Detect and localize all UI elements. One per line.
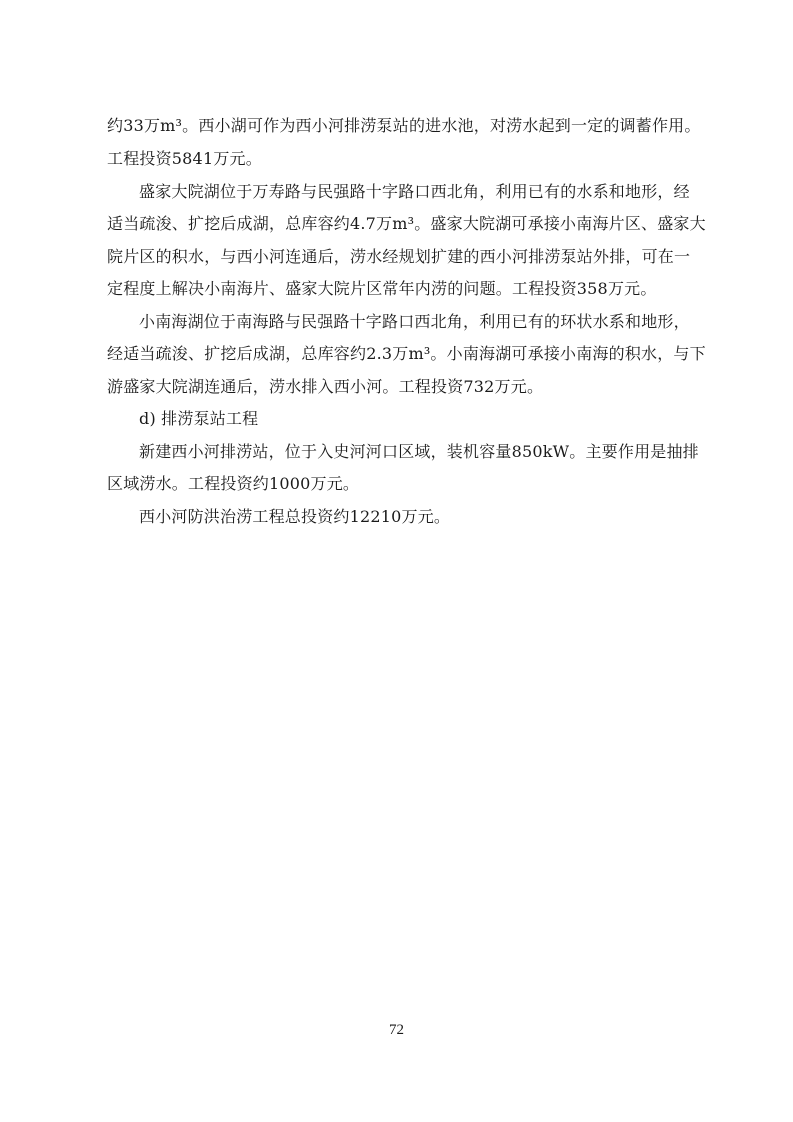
body-text-line: 游盛家大院湖连通后，涝水排入西小河。工程投资732万元。 bbox=[107, 377, 544, 396]
section-heading: d) 排涝泵站工程 bbox=[139, 409, 259, 428]
body-text-line: 工程投资5841万元。 bbox=[107, 149, 262, 168]
body-text-line: 适当疏浚、扩挖后成湖，总库容约4.7万m³。盛家大院湖可承接小南海片区、盛家大 bbox=[107, 214, 706, 233]
body-text-line: 定程度上解决小南海片、盛家大院片区常年内涝的问题。工程投资358万元。 bbox=[107, 279, 657, 298]
body-text-line: 新建西小河排涝站，位于入史河河口区域，装机容量850kW。主要作用是抽排 bbox=[139, 442, 699, 461]
body-text-line: 约33万m³。西小湖可作为西小河排涝泵站的进水池，对涝水起到一定的调蓄作用。 bbox=[107, 116, 701, 135]
body-text-line: 盛家大院湖位于万寿路与民强路十字路口西北角，利用已有的水系和地形，经 bbox=[139, 182, 690, 201]
body-text-line: 小南海湖位于南海路与民强路十字路口西北角，利用已有的环状水系和地形， bbox=[139, 312, 690, 331]
body-text-line: 区域涝水。工程投资约1000万元。 bbox=[107, 474, 360, 493]
body-text-line: 经适当疏浚、扩挖后成湖，总库容约2.3万m³。小南海湖可承接小南海的积水，与下 bbox=[107, 344, 706, 363]
page-number: 72 bbox=[389, 1022, 404, 1038]
body-text-line: 西小河防洪治涝工程总投资约12210万元。 bbox=[139, 507, 451, 526]
body-text-line: 院片区的积水，与西小河连通后，涝水经规划扩建的西小河排涝泵站外排，可在一 bbox=[107, 247, 691, 266]
